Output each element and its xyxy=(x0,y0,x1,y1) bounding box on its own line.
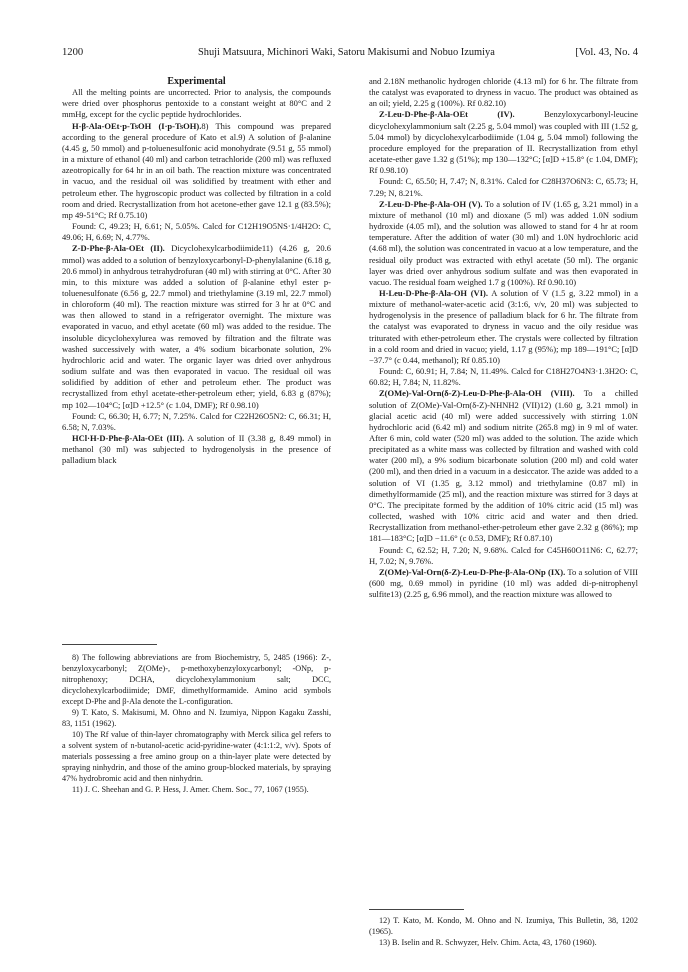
compound-entry xyxy=(369,388,638,544)
compound-name: H-β-Ala-OEt·p-TsOH (I·p-TsOH). xyxy=(72,120,202,131)
left-column xyxy=(62,76,331,466)
compound-name: Z(OMe)-Val-Orn(δ-Z)-Leu-D-Phe-β-Ala-OH (VIII). xyxy=(379,388,575,399)
volume-info: [Vol. 43, No. 4 xyxy=(575,47,638,58)
paragraph-continued: and 2.18N methanolic hydrogen chloride (4.13 ml) for 6 hr. The filtrate from the catalyst was evaporated to dryness in vacuo. The product was obtained as an oil; yield, 2.25 g (100%). Rf 0.82.10) xyxy=(369,76,638,109)
compound-text: To a chilled solution of Z(OMe)-Val-Orn(δ-Z)-NHNH2 (VII)12) (1.60 g, 3.21 mmol) in glacial acetic acid (40 ml) were added successively with stirring 1.0N hydrochloric acid (6.42 ml) and sodium nitrite (265.8 mg) in 9 ml of water. After 6 min, cold water (520 ml) was added to the solution. The azide which precipitated as a white mass was collected by filtration and washed with cold water (200 ml), a 9% sodium bicarbonate solution (200 ml) and cold water (200 ml), and then dried in a vacuum in a desiccator. The azide was added to a solution of VI (1.35 g, 3.12 mmol) and triethylamine (0.87 ml) in dimethylformamide (25 ml), and the reaction mixture was stirred for 3 days at 0°C. The precipitate formed by the addition of 10% citric acid (15 ml) was collected, washed with 10% citric acid and water and then dried. Recrystallization from methanol-ether-petroleum ether gave 2.32 g (86%); mp 181—183°C; [α]D −11.6° (c 0.53, DMF); Rf 0.87.10) xyxy=(369,388,638,544)
compound-text: 8) This compound was prepared according to the general procedure of Kato et al.9) A solution of β-alanine (4.45 g, 50 mmol) and p-toluenesulfonic acid monohydrate (9.51 g, 55 mmol) in a mixture of ethanol (40 ml) and carbon tetrachloride (200 ml) was refluxed azeotropically for 64 hr in an oil bath. The reaction mixture was concentrated in vacuo, and the residual oil was solidified by treatment with ether and petroleum ether. The hygroscopic product was collected by filtration in a cold room and dried. Recrystallization from hot acetone-ether gave 12.1 g (83.5%); mp 49-51°C; Rf 0.75.10) xyxy=(62,120,331,220)
footnote-rule xyxy=(62,644,157,645)
footnote: 9) T. Kato, S. Makisumi, M. Ohno and N. Izumiya, Nippon Kagaku Zasshi, 83, 1151 (1962). xyxy=(62,708,331,728)
analysis-line: Found: C, 60.91; H, 7.84; N, 11.49%. Calcd for C18H27O4N3·1.3H2O: C, 60.82; H, 7.84; N, 11.82%. xyxy=(369,366,638,388)
compound-text: To a solution of VIII (600 mg, 0.69 mmol) in pyridine (10 ml) was added di-p-nitrophenyl sulfite13) (2.25 g, 6.96 mmol), and the reaction mixture was allowed to xyxy=(369,566,638,600)
analysis-line: Found: C, 62.52; H, 7.20; N, 9.68%. Calcd for C45H60O11N6: C, 62.77; H, 7.02; N, 9.76%. xyxy=(369,544,638,566)
compound-name: HCl·H-D-Phe-β-Ala-OEt (III). xyxy=(72,433,185,443)
compound-text: To a solution of IV (1.65 g, 3.21 mmol) in a mixture of methanol (10 ml) and dioxane (5 ml) was added 1.0N sodium hydroxide (4.05 ml), and the solution was allowed to stand for 4 hr at room temperature. After the addition of water (30 ml) and 1.0N hydrochloric acid (4.68 ml), the solution was concentrated in vacuo at a low temperature, and the residual oily product was extracted with ethyl acetate (50 ml). The organic layer was dried over anhydrous sodium sulfate and was then evaporated in vacuo. The residual foam weighed 1.7 g (100%). Rf 0.90.10) xyxy=(369,198,638,287)
compound-name: Z-Leu-D-Phe-β-Ala-OEt (IV). xyxy=(379,109,515,120)
compound-entry xyxy=(62,243,331,410)
compound-entry xyxy=(62,433,331,466)
compound-name: Z(OMe)-Val-Orn(δ-Z)-Leu-D-Phe-β-Ala-ONp (IX). xyxy=(379,566,566,577)
compound-name: Z-D-Phe-β-Ala-OEt (II). xyxy=(72,243,165,254)
compound-name: Z-Leu-D-Phe-β-Ala-OH (V). xyxy=(379,198,483,209)
footnote: 13) B. Iselin and R. Schwyzer, Helv. Chim. Acta, 43, 1760 (1960). xyxy=(379,938,597,947)
footnote: 12) T. Kato, M. Kondo, M. Ohno and N. Izumiya, This Bulletin, 38, 1202 (1965). xyxy=(369,916,638,936)
compound-text: A solution of II (3.38 g, 8.49 mmol) in methanol (30 ml) was subjected to hydrogenolysis in the presence of palladium black xyxy=(62,433,331,466)
compound-name: H-Leu-D-Phe-β-Ala-OH (VI). xyxy=(379,287,488,298)
analysis-line: Found: C, 66.30; H, 6.77; N, 7.25%. Calcd for C22H26O5N2: C, 66.31; H, 6.58; N, 7.03%. xyxy=(62,410,331,432)
compound-text: Dicyclohexylcarbodiimide11) (4.26 g, 20.6 mmol) was added to a solution of benzyloxycarbonyl-D-phenylalanine (6.18 g, 20.6 mmol) in anhydrous tetrahydrofuran (40 ml) with stirring at 0°C. After 30 min, to this mixture was added a solution of β-alanine ethyl ester p-toluenesulfonate (6.56 g, 22.7 mmol) and triethylamine (3.19 ml, 22.7 mmol) in chloroform (40 ml). The reaction mixture was stirred for 3 hr at 0°C and was then allowed to stand in a refrigerator overnight. The mixture was evaporated in vacuo, and ethyl acetate (60 ml) was added to the residue. The insoluble dicyclohexylurea was removed by filtration and the filtrate was washed successively with water, a 4% sodium bicarbonate solution, 2% hydrochloric acid and water. The organic layer was dried over anhydrous sodium sulfate and was then evaporated in vacuo. The residual oil was solidified by addition of ether and petroleum ether. The product was recrystallized from ethyl acetate-ether-petroleum ether; yield, 6.83 g (87%); mp 102—104°C; [α]D +12.5° (c 1.04, DMF); Rf 0.98.10) xyxy=(62,243,332,410)
running-authors: Shuji Matsuura, Michinori Waki, Satoru Makisumi and Nobuo Izumiya xyxy=(198,47,495,58)
footnotes-right xyxy=(369,915,638,948)
right-column xyxy=(369,76,638,600)
footnote: 11) J. C. Sheehan and G. P. Hess, J. Amer. Chem. Soc., 77, 1067 (1955). xyxy=(72,785,309,794)
compound-entry xyxy=(369,109,638,176)
compound-entry xyxy=(62,121,331,221)
compound-entry xyxy=(369,288,638,366)
compound-text: Benzyloxycarbonyl-leucine dicyclohexylammonium salt (2.25 g, 5.04 mmol) was coupled with III (1.52 g, 5.04 mmol) by dicyclohexylcarbodiimide (1.04 g, 5.04 mmol) following the procedure employed for the preparation of II. Recrystallization from ethyl acetate-ether gave 1.32 g (51%); mp 130—132°C; [α]D +15.8° (c 1.04, DMF); Rf 0.98.10) xyxy=(369,109,638,176)
compound-text: A solution of V (1.5 g, 3.22 mmol) in a mixture of methanol-water-acetic acid (3:1:6, v/v, 20 ml) was subjected to hydrogenolysis in the presence of palladium black for 6 hr. The filtrate from the catalyst was evaporated to dryness in vacuo and the oily residue was triturated with ether-petroleum ether. The crystals were collected by filtration in a cold room and dried in vacuo; yield, 1.17 g (95%); mp 189—191°C; [α]D −37.7° (c 0.44, methanol); Rf 0.85.10) xyxy=(369,287,639,365)
footnote: 10) The Rf value of thin-layer chromatography with Merck silica gel refers to a solvent system of n-butanol-acetic acid-pyridine-water (4:1:1:2, v/v). Spots of materials possessing a free amino group on a thin-layer plate were detected by spraying ninhydrin, and those of the amino group-blocked materials, by spraying 47% hydrobromic acid and then ninhydrin. xyxy=(62,730,331,783)
footnote: 8) The following abbreviations are from Biochemistry, 5, 2485 (1966): Z-, benzyloxycarbonyl; Z(OMe)-, p-methoxybenzyloxycarbonyl; -ONp, p-nitrophenoxy; DCHA, dicyclohexylammonium salt; DCC, dicyclohexylcarbodiimide; DMF, dimethylformamide. Amino acid symbols except D-Phe and β-Ala denote the L-configuration. xyxy=(62,653,331,706)
page-number: 1200 xyxy=(62,47,84,58)
section-title: Experimental xyxy=(167,76,226,87)
analysis-line: Found: C, 65.50; H, 7.47; N, 8.31%. Calcd for C28H37O6N3: C, 65.73; H, 7.29; N, 8.21%. xyxy=(369,176,638,198)
footnotes-left xyxy=(62,652,331,795)
compound-entry xyxy=(369,567,638,600)
analysis-line: Found: C, 49.23; H, 6.61; N, 5.05%. Calcd for C12H19O5NS·1/4H2O: C, 49.06; H, 6.69; N, 4.77%. xyxy=(62,221,331,243)
compound-entry xyxy=(369,199,638,288)
running-header xyxy=(62,47,638,63)
footnote-rule xyxy=(369,909,464,910)
paragraph-general: All the melting points are uncorrected. Prior to analysis, the compounds were dried over phosphorus pentoxide to a constant weight at 80°C and 2 mmHg, except for the cyclic peptide hydrochlorides. xyxy=(62,87,331,120)
